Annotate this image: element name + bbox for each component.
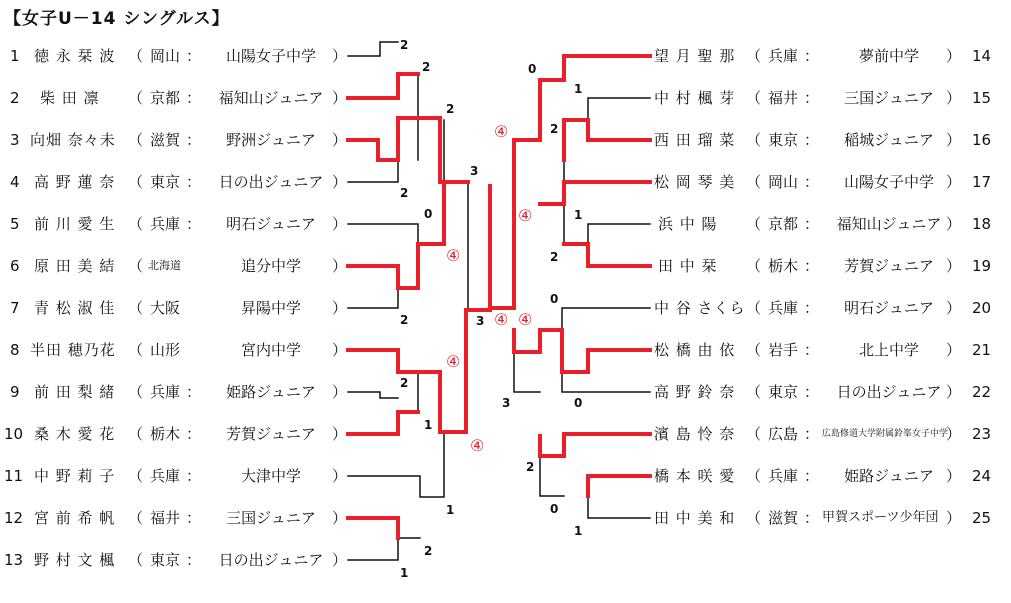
player-seed: 11: [4, 467, 24, 485]
match-score: 0: [574, 396, 583, 410]
close-paren: ）: [332, 89, 348, 107]
player-seed: 17: [972, 173, 992, 191]
player-name: 徳 永 栞 波: [34, 47, 116, 65]
player-pref: 北海道: [148, 259, 181, 272]
player-row: [650, 213, 1010, 235]
line-p1-r1: [348, 42, 398, 56]
player-name: 原 田 美 結: [34, 257, 116, 275]
player-name: 田 中 美 和: [654, 509, 736, 527]
round-4-marker: ④: [494, 122, 509, 141]
player-seed: 4: [10, 173, 20, 191]
win-p12: [348, 518, 398, 538]
player-pref: 滋賀: [768, 509, 799, 527]
player-pref: 京都: [150, 89, 181, 107]
round-4-marker: ④: [518, 310, 533, 329]
open-paren: （: [128, 425, 144, 443]
line-p15: [588, 98, 650, 120]
player-name: 前 川 愛 生: [34, 215, 116, 233]
player-seed: 24: [972, 467, 992, 485]
player-seed: 2: [10, 89, 20, 107]
player-pref: 岡山: [150, 47, 181, 65]
player-row: [650, 87, 1010, 109]
close-paren: ）: [332, 215, 348, 233]
open-paren: （: [128, 47, 144, 65]
player-pref: 東京: [150, 173, 181, 191]
open-paren: （: [128, 383, 144, 401]
open-paren: （: [128, 131, 144, 149]
open-paren: （: [128, 509, 144, 527]
player-pref: 福井: [768, 89, 799, 107]
player-team: 芳賀ジュニア: [226, 425, 316, 443]
colon: ：: [804, 467, 820, 485]
win-p3: [348, 140, 398, 160]
player-team: 北上中学: [858, 341, 919, 359]
player-name: 半田 穂乃花: [30, 341, 116, 359]
player-team: 山陽女子中学: [843, 173, 934, 191]
player-pref: 栃木: [150, 425, 181, 443]
player-row: [0, 171, 350, 193]
win-p17: [540, 182, 650, 204]
match-score: 2: [550, 250, 559, 264]
line-p7-r1: [348, 288, 398, 308]
player-team: 甲賀スポーツ少年団: [822, 510, 939, 525]
player-team: 明石ジュニア: [226, 215, 316, 233]
match-score: 1: [574, 82, 583, 96]
open-paren: （: [746, 509, 762, 527]
match-score: 0: [424, 207, 433, 221]
close-paren: ）: [332, 509, 348, 527]
colon: ：: [804, 89, 820, 107]
player-pref: 兵庫: [768, 47, 799, 65]
colon: ：: [186, 215, 202, 233]
player-row: [650, 255, 1010, 277]
match-score: 1: [424, 418, 433, 432]
player-team: 芳賀ジュニア: [844, 257, 934, 275]
open-paren: （: [128, 257, 144, 275]
match-score: 2: [400, 313, 409, 327]
player-row: [650, 339, 1010, 361]
colon: ：: [186, 173, 202, 191]
close-paren: ）: [946, 509, 962, 527]
line-p13-r1: [348, 538, 420, 560]
open-paren: （: [746, 173, 762, 191]
colon: ：: [186, 89, 202, 107]
player-row: [650, 465, 1010, 487]
player-team: 明石ジュニア: [844, 299, 934, 317]
match-score: 1: [446, 503, 455, 517]
player-seed: 19: [972, 257, 992, 275]
open-paren: （: [746, 299, 762, 317]
player-pref: 滋賀: [150, 131, 181, 149]
colon: ：: [804, 425, 820, 443]
player-name: 橋 本 咲 愛: [654, 467, 736, 485]
player-pref: 東京: [768, 383, 799, 401]
line-p25: [588, 496, 650, 518]
player-team: 日の出ジュニア: [218, 173, 324, 191]
player-seed: 6: [10, 257, 20, 275]
match-score: 0: [528, 62, 537, 76]
player-row: [0, 549, 350, 571]
open-paren: （: [128, 89, 144, 107]
match-score: 2: [400, 186, 409, 200]
player-row: [650, 129, 1010, 151]
open-paren: （: [128, 341, 144, 359]
player-row: [650, 507, 1010, 529]
player-row: [0, 339, 350, 361]
colon: ：: [804, 131, 820, 149]
win-p16: [564, 120, 650, 160]
close-paren: ）: [332, 551, 348, 569]
player-pref: 東京: [768, 131, 799, 149]
match-score: 2: [550, 122, 559, 136]
close-paren: ）: [946, 299, 962, 317]
close-paren: ）: [332, 425, 348, 443]
player-team: 三国ジュニア: [844, 89, 934, 107]
open-paren: （: [746, 425, 762, 443]
colon: ：: [804, 299, 820, 317]
player-row: [0, 255, 350, 277]
line-p3-r2: [398, 118, 418, 160]
open-paren: （: [746, 341, 762, 359]
player-pref: 兵庫: [150, 215, 181, 233]
player-team: 三国ジュニア: [226, 509, 316, 527]
player-row: [0, 381, 350, 403]
open-paren: （: [746, 215, 762, 233]
close-paren: ）: [946, 425, 962, 443]
match-score: 1: [574, 524, 583, 538]
line-p9-r1: [348, 392, 398, 398]
win-left-semi: [466, 310, 490, 432]
player-name: 中 野 莉 子: [34, 467, 116, 485]
player-pref: 福井: [150, 509, 181, 527]
player-seed: 9: [10, 383, 20, 401]
match-score: 3: [470, 164, 479, 178]
player-seed: 14: [972, 47, 992, 65]
close-paren: ）: [946, 89, 962, 107]
player-team: 夢前中学: [858, 47, 919, 65]
match-score: 2: [422, 60, 431, 74]
round-4-marker: ④: [494, 310, 509, 329]
player-name: 前 田 梨 緒: [34, 383, 116, 401]
player-name: 望 月 聖 那: [654, 47, 736, 65]
colon: ：: [186, 425, 202, 443]
line-right-final: [514, 330, 540, 392]
open-paren: （: [128, 215, 144, 233]
player-name: 高 野 蓮 奈: [34, 173, 116, 191]
player-name: 濱 島 怜 奈: [654, 425, 736, 443]
player-team: 姫路ジュニア: [226, 383, 316, 401]
close-paren: ）: [332, 467, 348, 485]
close-paren: ）: [332, 299, 348, 317]
colon: ：: [186, 47, 202, 65]
match-score: 0: [550, 502, 559, 516]
open-paren: （: [128, 551, 144, 569]
player-pref: 岡山: [768, 173, 799, 191]
player-seed: 23: [972, 425, 992, 443]
close-paren: ）: [946, 341, 962, 359]
player-seed: 15: [972, 89, 992, 107]
player-pref: 広島: [768, 425, 799, 443]
player-pref: 京都: [768, 215, 799, 233]
player-name: 宮 前 希 帆: [34, 509, 116, 527]
player-row: [0, 297, 350, 319]
open-paren: （: [128, 299, 144, 317]
colon: ：: [804, 383, 820, 401]
player-name: 柴 田 凛: [40, 89, 100, 107]
close-paren: ）: [332, 173, 348, 191]
player-team: 大津中学: [240, 467, 301, 485]
player-seed: 22: [972, 383, 992, 401]
line-p4-r1: [348, 160, 398, 182]
match-score: 3: [476, 314, 485, 328]
player-pref: 兵庫: [150, 383, 181, 401]
colon: ：: [804, 215, 820, 233]
player-pref: 栃木: [768, 257, 799, 275]
close-paren: ）: [332, 341, 348, 359]
player-team: 追分中学: [240, 257, 301, 275]
line-p18: [588, 224, 650, 244]
player-name: 浜 中 陽: [658, 215, 718, 233]
win-p10: [348, 412, 418, 434]
player-name: 中 谷 さくら: [654, 299, 746, 317]
line-p20: [562, 308, 650, 330]
match-score: 2: [400, 376, 409, 390]
close-paren: ）: [946, 47, 962, 65]
player-seed: 25: [972, 509, 992, 527]
player-name: 松 岡 琴 美: [654, 173, 736, 191]
player-pref: 大阪: [150, 299, 181, 317]
match-score: 3: [502, 396, 511, 410]
player-row: [0, 507, 350, 529]
player-name: 青 松 淑 佳: [34, 299, 116, 317]
close-paren: ）: [332, 47, 348, 65]
player-row: [0, 45, 350, 67]
right-winner-lines: [490, 56, 650, 496]
line-p11-r1: [348, 432, 444, 497]
win-p21: [514, 330, 650, 372]
player-name: 向畑 奈々未: [30, 131, 116, 149]
player-name: 西 田 瑠 菜: [654, 131, 736, 149]
open-paren: （: [128, 467, 144, 485]
win-p24: [588, 476, 650, 496]
win-p2: [348, 74, 418, 98]
player-seed: 18: [972, 215, 992, 233]
close-paren: ）: [946, 173, 962, 191]
player-pref: 岩手: [768, 341, 799, 359]
bracket-title: 【女子U－14 シングルス】: [4, 9, 230, 29]
match-score: 2: [400, 38, 409, 52]
player-team: 稲城ジュニア: [844, 131, 934, 149]
open-paren: （: [746, 47, 762, 65]
player-seed: 13: [4, 551, 24, 569]
match-score: 2: [424, 544, 433, 558]
close-paren: ）: [946, 131, 962, 149]
player-seed: 1: [10, 47, 20, 65]
colon: ：: [804, 257, 820, 275]
open-paren: （: [128, 173, 144, 191]
player-team: 福知山ジュニア: [218, 89, 324, 107]
right-loser-lines: [514, 80, 650, 518]
line-p22: [562, 372, 650, 392]
player-team: 昇陽中学: [240, 299, 301, 317]
player-pref: 山形: [150, 341, 181, 359]
player-seed: 3: [10, 131, 20, 149]
colon: ：: [804, 341, 820, 359]
player-name: 野 村 文 楓: [34, 551, 116, 569]
player-row: [0, 213, 350, 235]
colon: ：: [804, 509, 820, 527]
win-p6: [348, 182, 444, 288]
match-score: 2: [446, 102, 455, 116]
player-seed: 8: [10, 341, 20, 359]
close-paren: ）: [332, 257, 348, 275]
colon: ：: [186, 467, 202, 485]
player-seed: 10: [4, 425, 24, 443]
player-seed: 20: [972, 299, 992, 317]
player-name: 田 中 栞: [658, 257, 718, 275]
colon: ：: [186, 383, 202, 401]
line-right-bot: [540, 436, 564, 496]
win-p3-r2: [398, 118, 468, 182]
player-row: [650, 171, 1010, 193]
round-4-marker: ④: [446, 246, 461, 265]
player-row: [650, 381, 1010, 403]
match-score: 1: [574, 208, 583, 222]
colon: ：: [186, 509, 202, 527]
round-4-marker: ④: [518, 206, 533, 225]
player-pref: 兵庫: [768, 299, 799, 317]
player-row: [650, 45, 1010, 67]
player-seed: 21: [972, 341, 992, 359]
player-team: 日の出ジュニア: [218, 551, 324, 569]
colon: ：: [186, 551, 202, 569]
match-score: 1: [400, 566, 409, 580]
player-row: [0, 129, 350, 151]
player-name: 桑 木 愛 花: [34, 425, 116, 443]
round-4-marker: ④: [446, 352, 461, 371]
open-paren: （: [746, 257, 762, 275]
player-name: 中 村 楓 芽: [654, 89, 736, 107]
player-team: 宮内中学: [240, 341, 301, 359]
player-team: 広島修道大学附属鈴峯女子中学: [822, 429, 949, 439]
colon: ：: [186, 131, 202, 149]
win-p23: [540, 434, 650, 456]
player-row: [0, 465, 350, 487]
player-name: 松 橋 由 依: [654, 341, 736, 359]
close-paren: ）: [946, 257, 962, 275]
open-paren: （: [746, 383, 762, 401]
colon: ：: [804, 47, 820, 65]
open-paren: （: [746, 131, 762, 149]
close-paren: ）: [946, 215, 962, 233]
player-seed: 12: [4, 509, 24, 527]
round-4-marker: ④: [470, 436, 485, 455]
close-paren: ）: [332, 383, 348, 401]
match-score: 0: [550, 292, 559, 306]
player-row: [0, 87, 350, 109]
player-row: [650, 423, 1010, 445]
player-team: 山陽女子中学: [225, 47, 316, 65]
open-paren: （: [746, 89, 762, 107]
player-name: 高 野 鈴 奈: [654, 383, 736, 401]
player-seed: 16: [972, 131, 992, 149]
player-pref: 兵庫: [768, 467, 799, 485]
player-pref: 兵庫: [150, 467, 181, 485]
player-seed: 5: [10, 215, 20, 233]
win-p19: [564, 244, 650, 266]
close-paren: ）: [332, 131, 348, 149]
player-team: 姫路ジュニア: [844, 467, 934, 485]
player-team: 野洲ジュニア: [226, 131, 316, 149]
close-paren: ）: [946, 467, 962, 485]
close-paren: ）: [946, 383, 962, 401]
open-paren: （: [746, 467, 762, 485]
colon: ：: [804, 173, 820, 191]
player-row: [650, 297, 1010, 319]
player-row: [0, 423, 350, 445]
player-pref: 東京: [150, 551, 181, 569]
player-seed: 7: [10, 299, 20, 317]
line-p5-r1: [348, 224, 418, 244]
player-team: 福知山ジュニア: [836, 215, 942, 233]
player-team: 日の出ジュニア: [836, 383, 942, 401]
match-score: 2: [526, 460, 535, 474]
